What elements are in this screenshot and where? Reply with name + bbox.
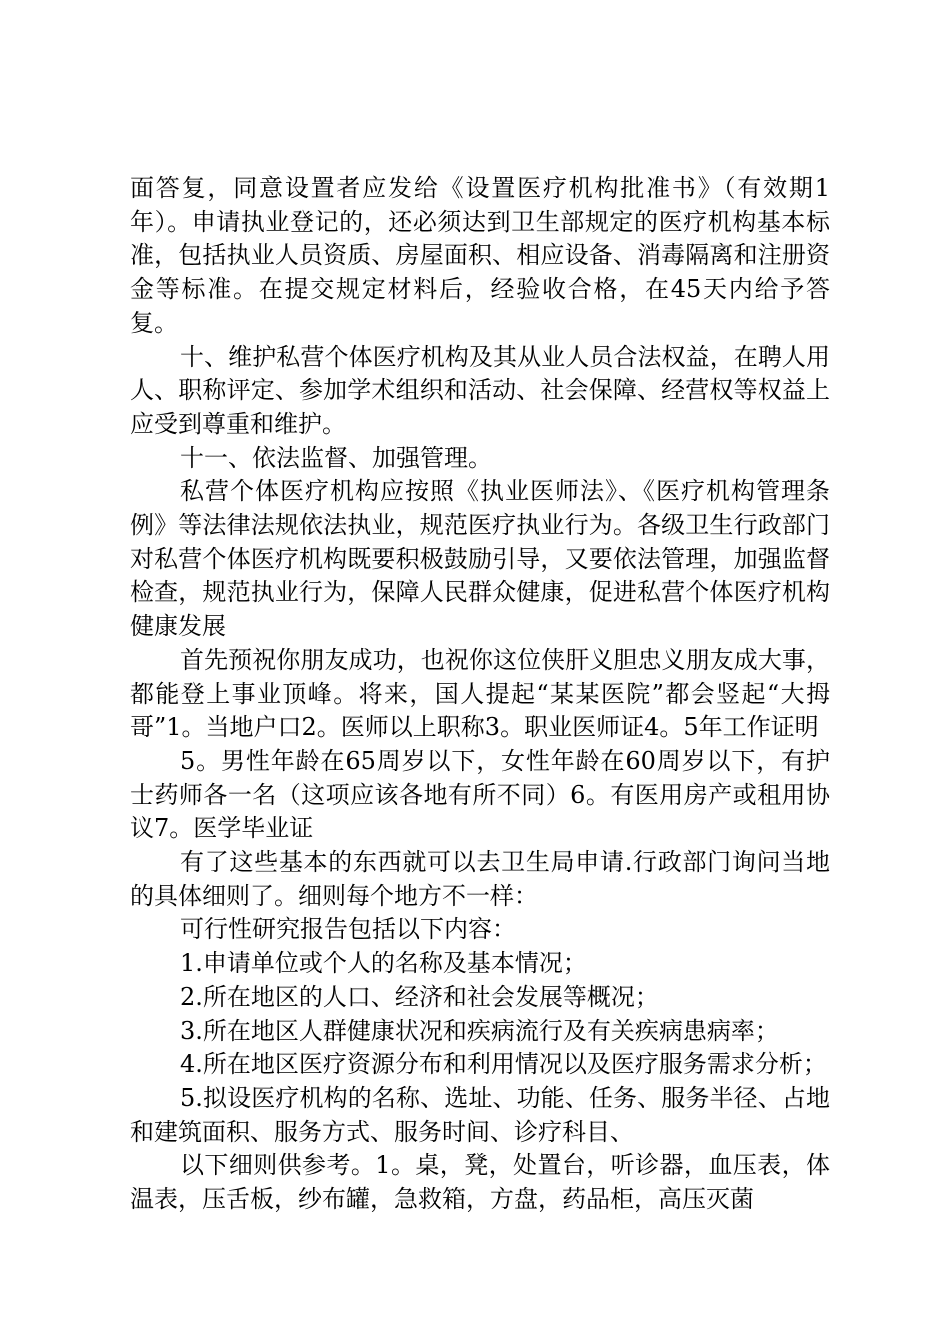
paragraph-wishes-requirements: 首先预祝你朋友成功，也祝你这位侠肝义胆忠义朋友成大事，都能登上事业顶峰。将来，国人提起“某某医院”都会竖起“大拇哥”1。当地户口2。医师以上职称3。职业医师证4。5年工作证明 bbox=[130, 645, 830, 742]
paragraph-apply-health-bureau: 有了这些基本的东西就可以去卫生局申请.行政部门询问当地的具体细则了。细则每个地方不一样： bbox=[130, 848, 830, 910]
paragraph-age-requirements: 5。男性年龄在65周岁以下，女性年龄在60周岁以下，有护士药师各一名（这项应该各地有所不同）6。有医用房产或租用协议7。医学毕业证 bbox=[130, 746, 830, 843]
list-item-4: 4.所在地区医疗资源分布和利用情况以及医疗服务需求分析； bbox=[180, 1050, 827, 1079]
paragraph-supervision-body: 私营个体医疗机构应按照《执业医师法》、《医疗机构管理条例》等法律法规依法执业，规范医疗执业行为。各级卫生行政部门对私营个体医疗机构既要积极鼓励引导，又要依法管理，加强监督检查，规范执业行为，保障人民群众健康，促进私营个体医疗机构健康发展 bbox=[130, 477, 830, 641]
document-page bbox=[130, 172, 830, 1217]
list-item-1: 1.申请单位或个人的名称及基本情况； bbox=[180, 949, 587, 978]
paragraph-rights-protection: 十、维护私营个体医疗机构及其从业人员合法权益，在聘人用人、职称评定、参加学术组织和活动、社会保障、经营权等权益上应受到尊重和维护。 bbox=[130, 342, 830, 438]
paragraph-supervision-heading: 十一、依法监督、加强管理。 bbox=[180, 443, 492, 472]
paragraph-approval-reply: 面答复，同意设置者应发给《设置医疗机构批准书》（有效期1年）。申请执业登记的，还必须达到卫生部规定的医疗机构基本标准，包括执业人员资质、房屋面积、相应设备、消毒隔离和注册资金等标准。在提交规定材料后，经验收合格，在45天内给予答复。 bbox=[130, 174, 830, 337]
list-item-5: 5.拟设医疗机构的名称、选址、功能、任务、服务半径、占地和建筑面积、服务方式、服务时间、诊疗科目、 bbox=[130, 1083, 830, 1146]
paragraph-equipment-reference: 以下细则供参考。1。桌，凳，处置台，听诊器，血压表，体温表，压舌板，纱布罐，急救箱，方盘，药品柜，高压灭菌 bbox=[130, 1151, 830, 1214]
paragraph-feasibility-intro: 可行性研究报告包括以下内容： bbox=[180, 915, 516, 944]
list-item-2: 2.所在地区的人口、经济和社会发展等概况； bbox=[180, 982, 659, 1011]
list-item-3: 3.所在地区人群健康状况和疾病流行及有关疾病患病率； bbox=[180, 1016, 779, 1045]
